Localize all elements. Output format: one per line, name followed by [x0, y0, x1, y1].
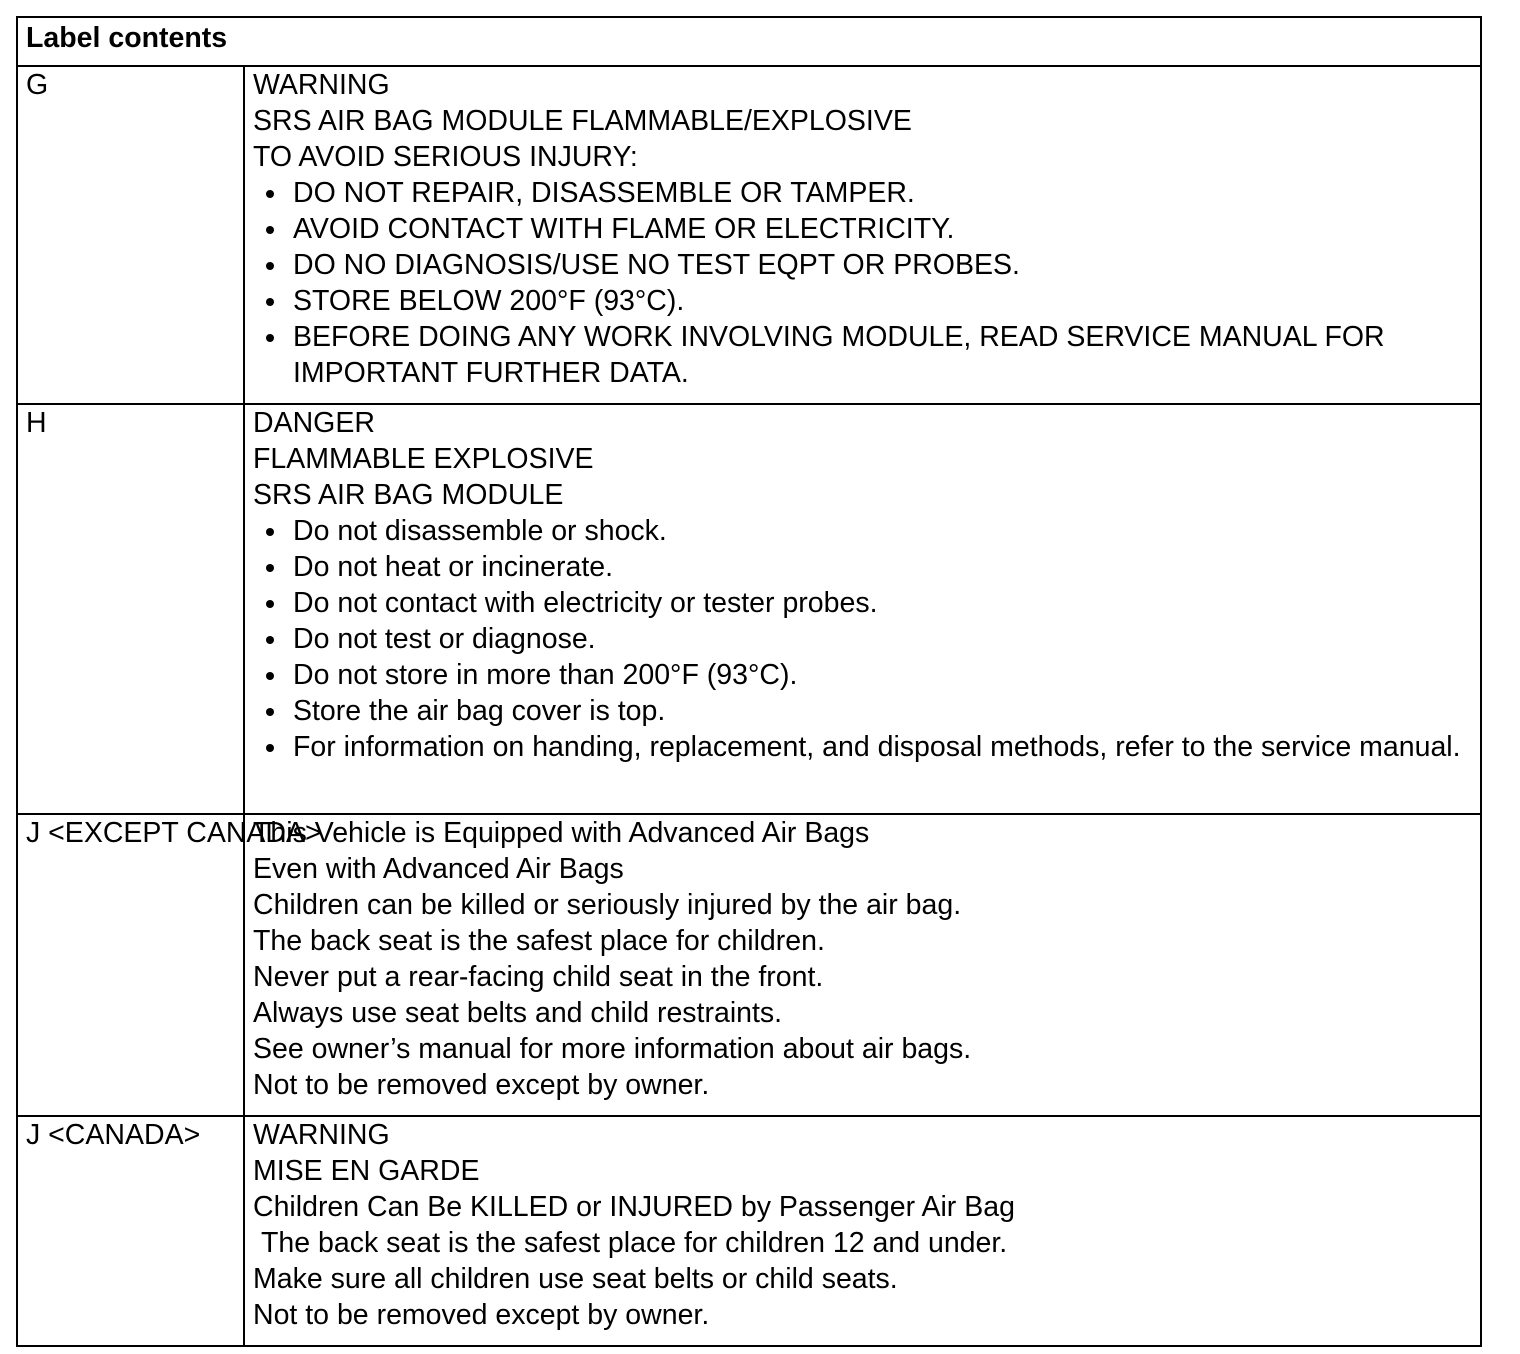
content-line: The back seat is the safest place for children 12 and under.	[261, 1227, 1008, 1259]
content-line: Not to be removed except by owner.	[253, 1069, 710, 1101]
content-line: Not to be removed except by owner.	[253, 1299, 710, 1331]
label-contents-table	[16, 16, 1482, 1347]
content-line: See owner’s manual for more information about air bags.	[253, 1033, 972, 1065]
table-row-j-except-canada	[17, 814, 1481, 1116]
table-header: Label contents	[17, 17, 1481, 66]
content-line: DANGER	[253, 407, 375, 439]
content-line: Even with Advanced Air Bags	[253, 853, 624, 885]
content-line: This Vehicle is Equipped with Advanced Air Bags	[253, 817, 870, 849]
bullet-item: Do not heat or incinerate.	[253, 549, 1472, 585]
bullet-item: BEFORE DOING ANY WORK INVOLVING MODULE, READ SERVICE MANUAL FOR IMPORTANT FURTHER DATA.	[253, 319, 1472, 391]
bullet-item: Do not test or diagnose.	[253, 621, 1472, 657]
content-line: MISE EN GARDE	[253, 1155, 480, 1187]
label-content-j-canada	[244, 1116, 1481, 1346]
table-row-h	[17, 404, 1481, 814]
content-line: SRS AIR BAG MODULE FLAMMABLE/EXPLOSIVE	[253, 105, 912, 137]
content-line: Always use seat belts and child restraints.	[253, 997, 783, 1029]
content-line: TO AVOID SERIOUS INJURY:	[253, 141, 638, 173]
bullet-item: Do not store in more than 200°F (93°C).	[253, 657, 1472, 693]
bullet-list	[253, 513, 1472, 765]
table-header-row	[17, 17, 1481, 66]
bullet-list	[253, 175, 1472, 391]
content-line: Children can be killed or seriously injured by the air bag.	[253, 889, 962, 921]
label-content-g	[244, 66, 1481, 404]
bullet-item: For information on handing, replacement, and disposal methods, refer to the service manual.	[253, 729, 1472, 765]
bullet-item: AVOID CONTACT WITH FLAME OR ELECTRICITY.	[253, 211, 1472, 247]
bullet-item: Do not contact with electricity or tester probes.	[253, 585, 1472, 621]
label-id-j-canada: J <CANADA>	[17, 1116, 244, 1346]
content-line: SRS AIR BAG MODULE	[253, 479, 564, 511]
bullet-item: DO NO DIAGNOSIS/USE NO TEST EQPT OR PROBES.	[253, 247, 1472, 283]
label-content-j-except-canada	[244, 814, 1481, 1116]
label-id-h: H	[17, 404, 244, 814]
bullet-item: Store the air bag cover is top.	[253, 693, 1472, 729]
content-line: Make sure all children use seat belts or child seats.	[253, 1263, 898, 1295]
content-line: The back seat is the safest place for children.	[253, 925, 825, 957]
content-line: WARNING	[253, 69, 390, 101]
table-row-j-canada	[17, 1116, 1481, 1346]
label-content-h	[244, 404, 1481, 814]
content-line: FLAMMABLE EXPLOSIVE	[253, 443, 594, 475]
bullet-item: DO NOT REPAIR, DISASSEMBLE OR TAMPER.	[253, 175, 1472, 211]
bullet-item: STORE BELOW 200°F (93°C).	[253, 283, 1472, 319]
content-line: Never put a rear-facing child seat in the front.	[253, 961, 824, 993]
label-id-g: G	[17, 66, 244, 404]
content-line: WARNING	[253, 1119, 390, 1151]
bullet-item: Do not disassemble or shock.	[253, 513, 1472, 549]
table-row-g	[17, 66, 1481, 404]
content-line: Children Can Be KILLED or INJURED by Passenger Air Bag	[253, 1191, 1015, 1223]
label-id-j-except-canada: J <EXCEPT CANADA>	[17, 814, 244, 1116]
